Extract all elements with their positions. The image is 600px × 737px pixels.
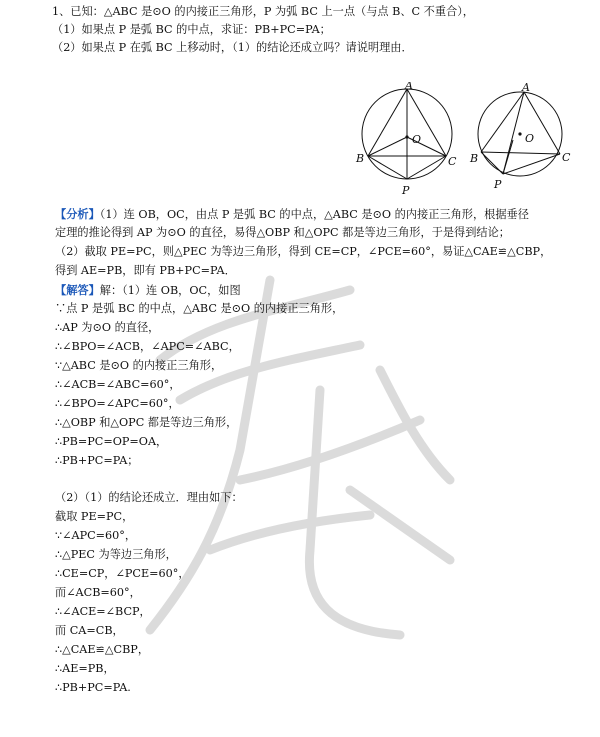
solution-step: 而∠ACB=60°， xyxy=(55,586,141,599)
fig1-label-o: O xyxy=(412,133,422,146)
solution-step: ∴CE=CP，∠PCE=60°， xyxy=(55,567,190,580)
solution-step: ∴PB+PC=PA. xyxy=(55,681,131,694)
analysis-line-2: 定理的推论得到 AP 为⊙O 的直径，易得△OBP 和△OPC 都是等边三角形，于是得到结论； xyxy=(55,226,510,239)
figure-circle-midpoint xyxy=(362,89,452,179)
problem-question-2: （2）如果点 P 在弧 BC 上移动时，（1）的结论还成立吗？请说明理由． xyxy=(52,41,413,54)
solution-step: ∴PB+PC=PA； xyxy=(55,454,139,467)
fig2-label-c: C xyxy=(562,151,571,164)
fig1-label-p: P xyxy=(402,184,410,197)
fig1-label-a: A xyxy=(405,82,413,92)
solution-step: ∴∠BPO=∠ACB，∠APC=∠ABC， xyxy=(55,340,240,353)
solution-step: ∴AE=PB， xyxy=(55,662,115,675)
solution-step: ∴△OBP 和△OPC 都是等边三角形， xyxy=(55,416,238,429)
solution-step: ∵∠APC=60°， xyxy=(55,529,137,542)
solution-step: 截取 PE=PC， xyxy=(55,510,134,523)
solution-step: ∴△CAE≌△CBP， xyxy=(55,643,150,656)
problem-question-1: （1）如果点 P 是弧 BC 的中点，求证：PB+PC=PA； xyxy=(52,23,331,36)
analysis-line-4: 得到 AE=PB，即有 PB+PC=PA． xyxy=(55,264,236,277)
solution-step: ∴PB=PC=OP=OA， xyxy=(55,435,168,448)
solution-step: ∴∠ACB=∠ABC=60°， xyxy=(55,378,181,391)
solution-step: ∴AP 为⊙O 的直径， xyxy=(55,321,160,334)
fig1-label-b: B xyxy=(356,152,365,165)
solution-step: ∴△PEC 为等边三角形， xyxy=(55,548,177,561)
fig2-label-p: P xyxy=(494,178,502,191)
analysis-line-3: （2）截取 PE=PC，则△PEC 为等边三角形，得到 CE=CP，∠PCE=60°，易证△CAE≌△CBP， xyxy=(55,245,552,258)
solution-step: ∵△ABC 是⊙O 的内接正三角形， xyxy=(55,359,223,372)
solution-step: ∴∠BPO=∠APC=60°， xyxy=(55,397,180,410)
solution-step: （2）（1）的结论还成立．理由如下： xyxy=(55,491,243,504)
analysis-text-1: （1）连 OB，OC，由点 P 是弧 BC 的中点，△ABC 是⊙O 的内接正三角形，根据垂径 xyxy=(99,208,529,221)
solution-intro: 解：（1）连 OB，OC，如图 xyxy=(99,284,241,297)
solution-intro-line xyxy=(55,282,241,299)
problem-title: 1、已知：△ABC 是⊙O 的内接正三角形，P 为弧 BC 上一点（与点 B、C 不重合）， xyxy=(52,5,474,18)
solution-step: ∵点 P 是弧 BC 的中点，△ABC 是⊙O 的内接正三角形， xyxy=(55,302,344,315)
solution-label: 【解答】 xyxy=(55,283,100,297)
geometry-figures xyxy=(355,82,585,197)
fig1-label-c: C xyxy=(448,155,457,168)
analysis-label: 【分析】 xyxy=(55,207,100,221)
fig2-label-o: O xyxy=(525,132,535,145)
fig2-label-a: A xyxy=(522,82,530,94)
fig2-label-b: B xyxy=(470,152,479,165)
analysis-line-1 xyxy=(55,206,529,223)
solution-step: 而 CA=CB， xyxy=(55,624,124,637)
solution-step: ∴∠ACE=∠BCP， xyxy=(55,605,151,618)
